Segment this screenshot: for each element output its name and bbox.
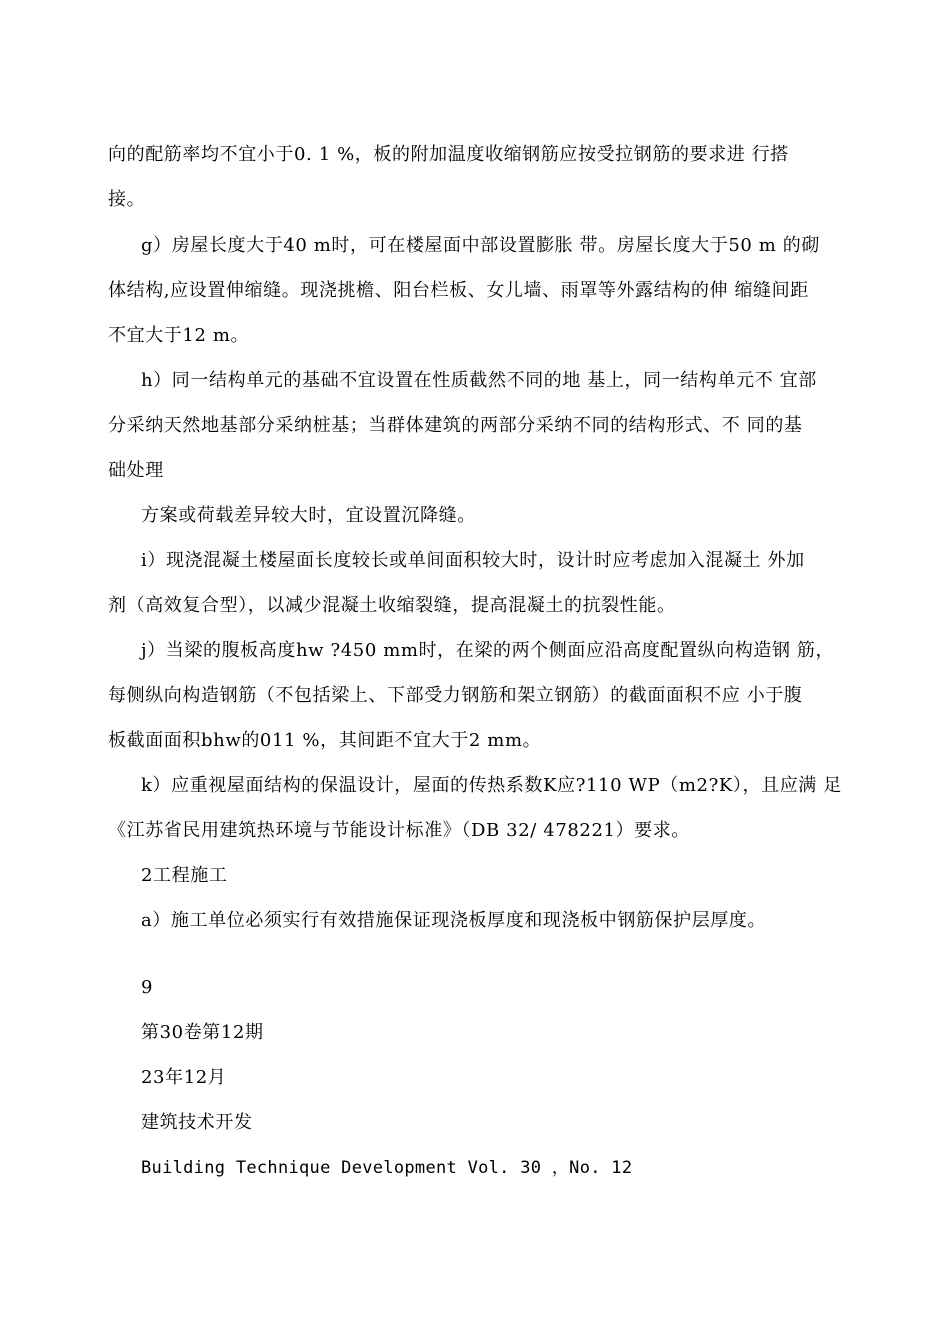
paragraph-line: 《江苏省民用建筑热环境与节能设计标准》（DB 32/ 478221）要求。 [108, 820, 690, 841]
journal-volume: 第30卷第12期 [141, 1022, 264, 1043]
paragraph-line: 板截面面积bhw的011 %，其间距不宜大于2 mm。 [108, 730, 542, 751]
page-number: 9 [141, 977, 154, 998]
paragraph-line: 方案或荷载差异较大时，宜设置沉降缝。 [141, 505, 476, 526]
paragraph-line: 剂（高效复合型），以减少混凝土收缩裂缝，提高混凝土的抗裂性能。 [108, 595, 676, 616]
journal-title-cn: 建筑技术开发 [141, 1112, 253, 1133]
journal-date: 23年12月 [141, 1067, 227, 1088]
paragraph-line: 体结构,应设置伸缩缝。现浇挑檐、阳台栏板、女儿墙、雨罩等外露结构的伸 缩缝间距 [108, 280, 809, 301]
paragraph-line: a）施工单位必须实行有效措施保证现浇板厚度和现浇板中钢筋保护层厚度。 [141, 910, 767, 931]
paragraph-line: i）现浇混凝土楼屋面长度较长或单间面积较大时，设计时应考虑加入混凝土 外加 [141, 550, 805, 571]
section-heading: 2工程施工 [141, 865, 228, 886]
paragraph-line: 每侧纵向构造钢筋（不包括梁上、下部受力钢筋和架立钢筋）的截面面积不应 小于腹 [108, 685, 803, 706]
paragraph-line: 接。 [108, 189, 146, 210]
paragraph-line: h）同一结构单元的基础不宜设置在性质截然不同的地 基上，同一结构单元不 宜部 [141, 370, 817, 391]
paragraph-line: 不宜大于12 m。 [108, 325, 250, 346]
paragraph-line: 分采纳天然地基部分采纳桩基；当群体建筑的两部分采纳不同的结构形式、不 同的基 [108, 415, 803, 436]
paragraph-line: 础处理 [108, 460, 164, 481]
paragraph-line: 向的配筋率均不宜小于0. 1 %，板的附加温度收缩钢筋应按受拉钢筋的要求进 行搭 [108, 144, 789, 165]
paragraph-line: k）应重视屋面结构的保温设计，屋面的传热系数K应?110 WP（m2?K），且应满 足 [141, 775, 842, 796]
paragraph-line: g）房屋长度大于40 m时，可在楼屋面中部设置膨胀 带。房屋长度大于50 m 的砌 [141, 235, 820, 256]
paragraph-line: j）当梁的腹板高度hw ?450 mm时，在梁的两个侧面应沿高度配置纵向构造钢 筋， [141, 640, 835, 661]
journal-title-en: Building Technique Development Vol. 30 ，No. 12 [141, 1158, 633, 1178]
